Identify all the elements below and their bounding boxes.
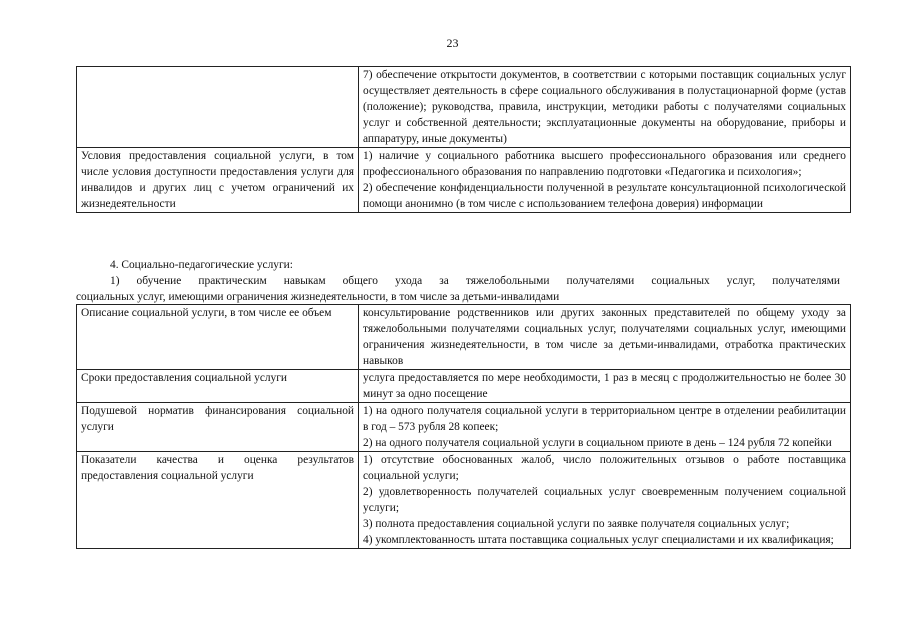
cell-paragraph: 1) отсутствие обоснованных жалоб, число положительных отзывов о работе поставщика социальной услуги; [363, 454, 846, 482]
table-cell-label: Сроки предоставления социальной услуги [77, 370, 359, 403]
table-cell-content [359, 148, 851, 213]
table-row [77, 67, 851, 148]
table-row [77, 305, 851, 370]
table-cell-content [359, 305, 851, 370]
table-cell-label: Условия предоставления социальной услуги, в том числе условия доступности предоставления услуги для инвалидов и других лиц с учетом ограничений их жизнедеятельности [77, 148, 359, 213]
cell-paragraph: 4) укомплектованность штата поставщика социальных услуг специалистами и их квалификация; [363, 534, 834, 546]
table-cell-label: Подушевой норматив финансирования социальной услуги [77, 403, 359, 452]
section-socio-pedagogical [76, 257, 840, 305]
cell-paragraph: 7) обеспечение открытости документов, в соответствии с которыми поставщик социальных услуг осуществляет деятельность в сфере социального обслуживания в полустационарной форме (устав (положение); руководства, правила, инструкции, методики работы с получателями социальных услуг и собственной деятельности; эксплуатационные документы на оборудование, приборы и аппаратуру, иные документы) [363, 69, 846, 145]
cell-paragraph: 3) полнота предоставления социальной услуги по заявке получателя социальных услуг; [363, 518, 790, 530]
table-cell-content [359, 370, 851, 403]
cell-paragraph: 2) обеспечение конфиденциальности полученной в результате консультационной психологической помощи анонимно (в том числе с использованием телефона доверия) информации [363, 182, 846, 210]
cell-paragraph: консультирование родственников или других законных представителей по общему уходу за тяжелобольными получателями социальных услуг, получателями социальных услуг, имеющими ограничения жизнедеятельности, в том числе за детьми-инвалидами, отработка практических навыков [363, 307, 846, 367]
table-row [77, 403, 851, 452]
table-cell-label: Описание социальной услуги, в том числе ее объем [77, 305, 359, 370]
table-cell-label [77, 67, 359, 148]
cell-paragraph: услуга предоставляется по мере необходимости, 1 раз в месяц с продолжительностью не более 30 минут за одно посещение [363, 372, 846, 400]
table-cell-content [359, 67, 851, 148]
services-table [76, 304, 851, 549]
service-item-title: 1) обучение практическим навыкам общего ухода за тяжелобольными получателями социальных услуг, получателями [110, 275, 840, 287]
page-number: 23 [446, 36, 459, 50]
cell-paragraph: 1) наличие у социального работника высшего профессионального образования или среднего профессионального образования по направлению подготовки «Педагогика и психология»; [363, 150, 846, 178]
table-row [77, 370, 851, 403]
table-cell-label: Показатели качества и оценка результатов предоставления социальной услуги [77, 452, 359, 549]
table-row [77, 452, 851, 549]
cell-paragraph: 2) на одного получателя социальной услуги в социальном приюте в день – 124 рубля 72 копейки [363, 437, 832, 449]
cell-paragraph: 1) на одного получателя социальной услуги в территориальном центре в отделении реабилитации в год – 573 рубля 28 копеек; [363, 405, 846, 433]
table-row [77, 148, 851, 213]
table-cell-content [359, 403, 851, 452]
service-item-title-continued: социальных услуг, имеющими ограничения жизнедеятельности, в том числе за детьми-инвалидами [76, 291, 560, 303]
services-table-continued [76, 66, 851, 213]
table-cell-content [359, 452, 851, 549]
section-heading: 4. Социально-педагогические услуги: [110, 259, 293, 271]
cell-paragraph: 2) удовлетворенность получателей социальных услуг своевременным получением социальной услуги; [363, 486, 846, 514]
